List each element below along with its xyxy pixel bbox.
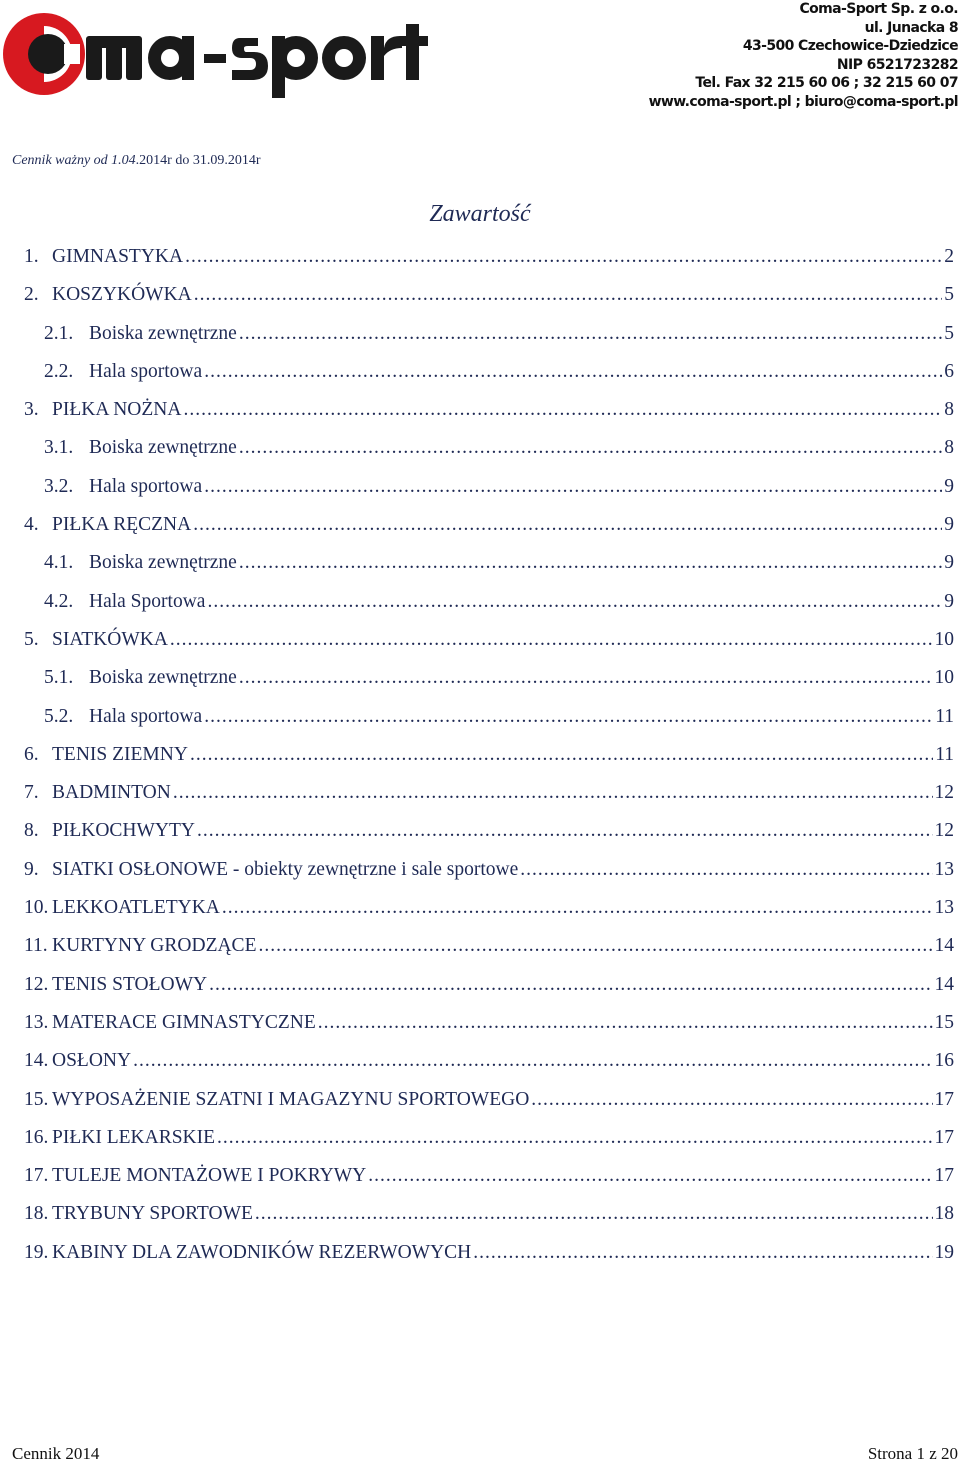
toc-entry-number: 4.1. [44, 552, 74, 574]
toc-entry-page: 17 [934, 1126, 954, 1148]
toc-entry-label: Boiska zewnętrzne [89, 322, 237, 344]
toc-entry-label: KOSZYKÓWKA [52, 284, 192, 306]
toc-dot-leader [173, 774, 933, 812]
toc-entry[interactable] [24, 698, 954, 736]
toc-dot-leader [368, 1157, 932, 1195]
toc-entry-page: 13 [934, 858, 954, 880]
toc-entry-label: TENIS ZIEMNY [52, 743, 188, 765]
toc-dot-leader [239, 659, 933, 697]
toc-dot-leader [217, 1119, 932, 1157]
toc-entry[interactable] [24, 468, 954, 506]
toc-entry-page: 6 [944, 360, 954, 382]
toc-dot-leader [255, 1195, 933, 1233]
toc-entry-page: 12 [934, 820, 954, 842]
toc-entry[interactable] [24, 1234, 954, 1272]
toc-entry[interactable] [24, 391, 954, 429]
toc-entry-page: 8 [944, 437, 954, 459]
company-phone: Tel. Fax 32 215 60 06 ; 32 215 60 07 [695, 75, 958, 91]
toc-entry-number: 12. [24, 973, 49, 995]
toc-entry-number: 8. [24, 820, 39, 842]
toc-entry-page: 19 [934, 1241, 954, 1263]
toc-dot-leader [185, 238, 942, 276]
toc-entry-page: 10 [934, 667, 954, 689]
toc-entry[interactable] [24, 774, 954, 812]
toc-entry[interactable] [24, 276, 954, 314]
toc-entry[interactable] [24, 1157, 954, 1195]
toc-entry-page: 18 [934, 1203, 954, 1225]
footer-page-number: Strona 1 z 20 [867, 1444, 958, 1463]
toc-entry[interactable] [24, 544, 954, 582]
toc-dot-leader [318, 1004, 933, 1042]
table-of-contents [24, 238, 954, 1272]
toc-entry-number: 2.1. [44, 322, 74, 344]
toc-dot-leader [193, 506, 942, 544]
toc-entry-page: 12 [934, 782, 954, 804]
toc-entry-number: 14. [24, 1050, 49, 1072]
company-info [649, 0, 958, 111]
toc-entry-label: SIATKI OSŁONOWE - obiekty zewnętrzne i sale sportowe [52, 858, 519, 880]
toc-entry[interactable] [24, 736, 954, 774]
toc-entry-label: LEKKOATLETYKA [52, 897, 220, 919]
toc-entry-number: 3.1. [44, 437, 74, 459]
toc-entry-number: 13. [24, 1011, 49, 1033]
toc-entry-label: WYPOSAŻENIE SZATNI I MAGAZYNU SPORTOWEGO [52, 1088, 530, 1110]
toc-entry[interactable] [24, 238, 954, 276]
toc-entry-number: 15. [24, 1088, 49, 1110]
toc-entry[interactable] [24, 429, 954, 467]
toc-entry-label: GIMNASTYKA [52, 246, 184, 267]
toc-dot-leader [473, 1234, 932, 1272]
validity-prefix: Cennik ważny od 1. [12, 153, 122, 168]
toc-entry-number: 19. [24, 1241, 49, 1263]
toc-entry[interactable] [24, 659, 954, 697]
toc-entry[interactable] [24, 583, 954, 621]
toc-entry-page: 14 [934, 935, 954, 957]
toc-entry-page: 14 [934, 973, 954, 995]
toc-entry[interactable] [24, 1081, 954, 1119]
company-name: Coma-Sport Sp. z o.o. [799, 1, 958, 17]
toc-entry[interactable] [24, 966, 954, 1004]
toc-entry-number: 4. [24, 514, 39, 536]
company-nip: NIP 6521723282 [836, 56, 958, 73]
company-street: ul. Junacka 8 [864, 19, 958, 36]
toc-dot-leader [531, 1081, 932, 1119]
toc-title: Zawartość [429, 201, 531, 227]
toc-entry[interactable] [24, 506, 954, 544]
toc-entry-label: OSŁONY [52, 1050, 132, 1072]
toc-dot-leader [183, 391, 942, 429]
company-city: 43-500 Czechowice-Dziedzice [742, 38, 958, 54]
toc-entry-label: BADMINTON [52, 782, 171, 804]
toc-entry-page: 9 [944, 475, 954, 497]
toc-dot-leader [197, 812, 933, 850]
toc-entry[interactable] [24, 889, 954, 927]
toc-dot-leader [239, 315, 942, 353]
toc-entry-page: 9 [944, 590, 954, 612]
toc-entry[interactable] [24, 851, 954, 889]
toc-entry[interactable] [24, 1195, 954, 1233]
company-web-email[interactable]: www.coma-sport.pl ; biuro@coma-sport.pl [648, 93, 958, 110]
toc-entry-label: PIŁKA NOŻNA [52, 399, 182, 421]
toc-entry-page: 11 [935, 743, 954, 765]
toc-entry-number: 3. [24, 399, 39, 421]
toc-entry-number: 7. [24, 782, 39, 804]
coma-sport-logo [0, 8, 430, 100]
toc-entry-label: Hala Sportowa [89, 590, 206, 612]
toc-entry-label: KABINY DLA ZAWODNIKÓW REZERWOWYCH [52, 1241, 472, 1263]
toc-entry-page: 16 [934, 1050, 954, 1072]
validity-rest: .2014r do 31.09.2014r [135, 153, 261, 168]
toc-entry-number: 1. [24, 246, 39, 267]
toc-dot-leader [190, 736, 933, 774]
toc-dot-leader [170, 621, 933, 659]
toc-entry[interactable] [24, 353, 954, 391]
toc-entry-number: 5. [24, 628, 39, 650]
toc-entry-label: TULEJE MONTAŻOWE I POKRYWY [52, 1165, 367, 1187]
toc-entry-page: 11 [935, 705, 954, 727]
footer-catalog-name: Cennik 2014 [12, 1444, 100, 1463]
toc-entry-label: MATERACE GIMNASTYCZNE [52, 1011, 316, 1033]
toc-entry-label: PIŁKA RĘCZNA [52, 514, 192, 536]
toc-entry-label: Hala sportowa [89, 705, 203, 727]
toc-dot-leader [258, 927, 932, 965]
toc-entry-number: 5.1. [44, 667, 74, 689]
toc-entry[interactable] [24, 1119, 954, 1157]
toc-entry-number: 2.2. [44, 360, 74, 382]
toc-entry-number: 3.2. [44, 475, 74, 497]
toc-entry-label: TENIS STOŁOWY [52, 973, 208, 995]
toc-entry-page: 9 [944, 514, 954, 536]
toc-entry-number: 17. [24, 1165, 49, 1187]
toc-dot-leader [207, 583, 942, 621]
toc-entry-label: SIATKÓWKA [52, 628, 168, 650]
toc-entry-number: 5.2. [44, 705, 74, 727]
toc-entry-page: 9 [944, 552, 954, 574]
toc-dot-leader [204, 698, 933, 736]
toc-entry-label: Boiska zewnętrzne [89, 667, 237, 689]
toc-entry-label: KURTYNY GRODZĄCE [52, 935, 257, 957]
validity-month: 04 [121, 153, 136, 168]
toc-entry-page: 2 [944, 246, 954, 267]
toc-entry-number: 2. [24, 284, 39, 306]
toc-entry-number: 16. [24, 1126, 49, 1148]
toc-entry[interactable] [24, 621, 954, 659]
toc-dot-leader [222, 889, 933, 927]
toc-entry-page: 5 [944, 322, 954, 344]
toc-entry-label: PIŁKOCHWYTY [52, 820, 195, 842]
toc-dot-leader [194, 276, 943, 314]
toc-dot-leader [204, 353, 942, 391]
toc-entry-label: PIŁKI LEKARSKIE [52, 1126, 216, 1148]
toc-entry[interactable] [24, 315, 954, 353]
toc-entry-number: 6. [24, 743, 39, 765]
toc-entry-number: 10. [24, 897, 49, 919]
toc-entry[interactable] [24, 927, 954, 965]
toc-entry-page: 17 [934, 1088, 954, 1110]
toc-entry-number: 18. [24, 1203, 49, 1225]
toc-entry-page: 13 [934, 897, 954, 919]
toc-entry-label: Boiska zewnętrzne [89, 552, 237, 574]
toc-dot-leader [209, 966, 932, 1004]
toc-dot-leader [520, 851, 932, 889]
toc-entry-number: 4.2. [44, 590, 74, 612]
toc-entry-label: Boiska zewnętrzne [89, 437, 237, 459]
toc-entry-label: Hala sportowa [89, 360, 203, 382]
toc-entry-page: 17 [934, 1165, 954, 1187]
toc-entry-label: TRYBUNY SPORTOWE [52, 1203, 253, 1225]
toc-dot-leader [204, 468, 942, 506]
toc-entry-label: Hala sportowa [89, 475, 203, 497]
toc-entry[interactable] [24, 1004, 954, 1042]
toc-entry[interactable] [24, 1042, 954, 1080]
toc-entry-number: 9. [24, 858, 39, 880]
toc-entry-page: 8 [944, 399, 954, 421]
toc-entry-page: 10 [934, 628, 954, 650]
toc-entry-number: 11. [24, 935, 48, 957]
toc-entry[interactable] [24, 812, 954, 850]
toc-entry-page: 15 [934, 1011, 954, 1033]
toc-dot-leader [239, 544, 942, 582]
toc-entry-page: 5 [944, 284, 954, 306]
price-validity [12, 153, 260, 169]
toc-dot-leader [239, 429, 942, 467]
toc-dot-leader [133, 1042, 932, 1080]
